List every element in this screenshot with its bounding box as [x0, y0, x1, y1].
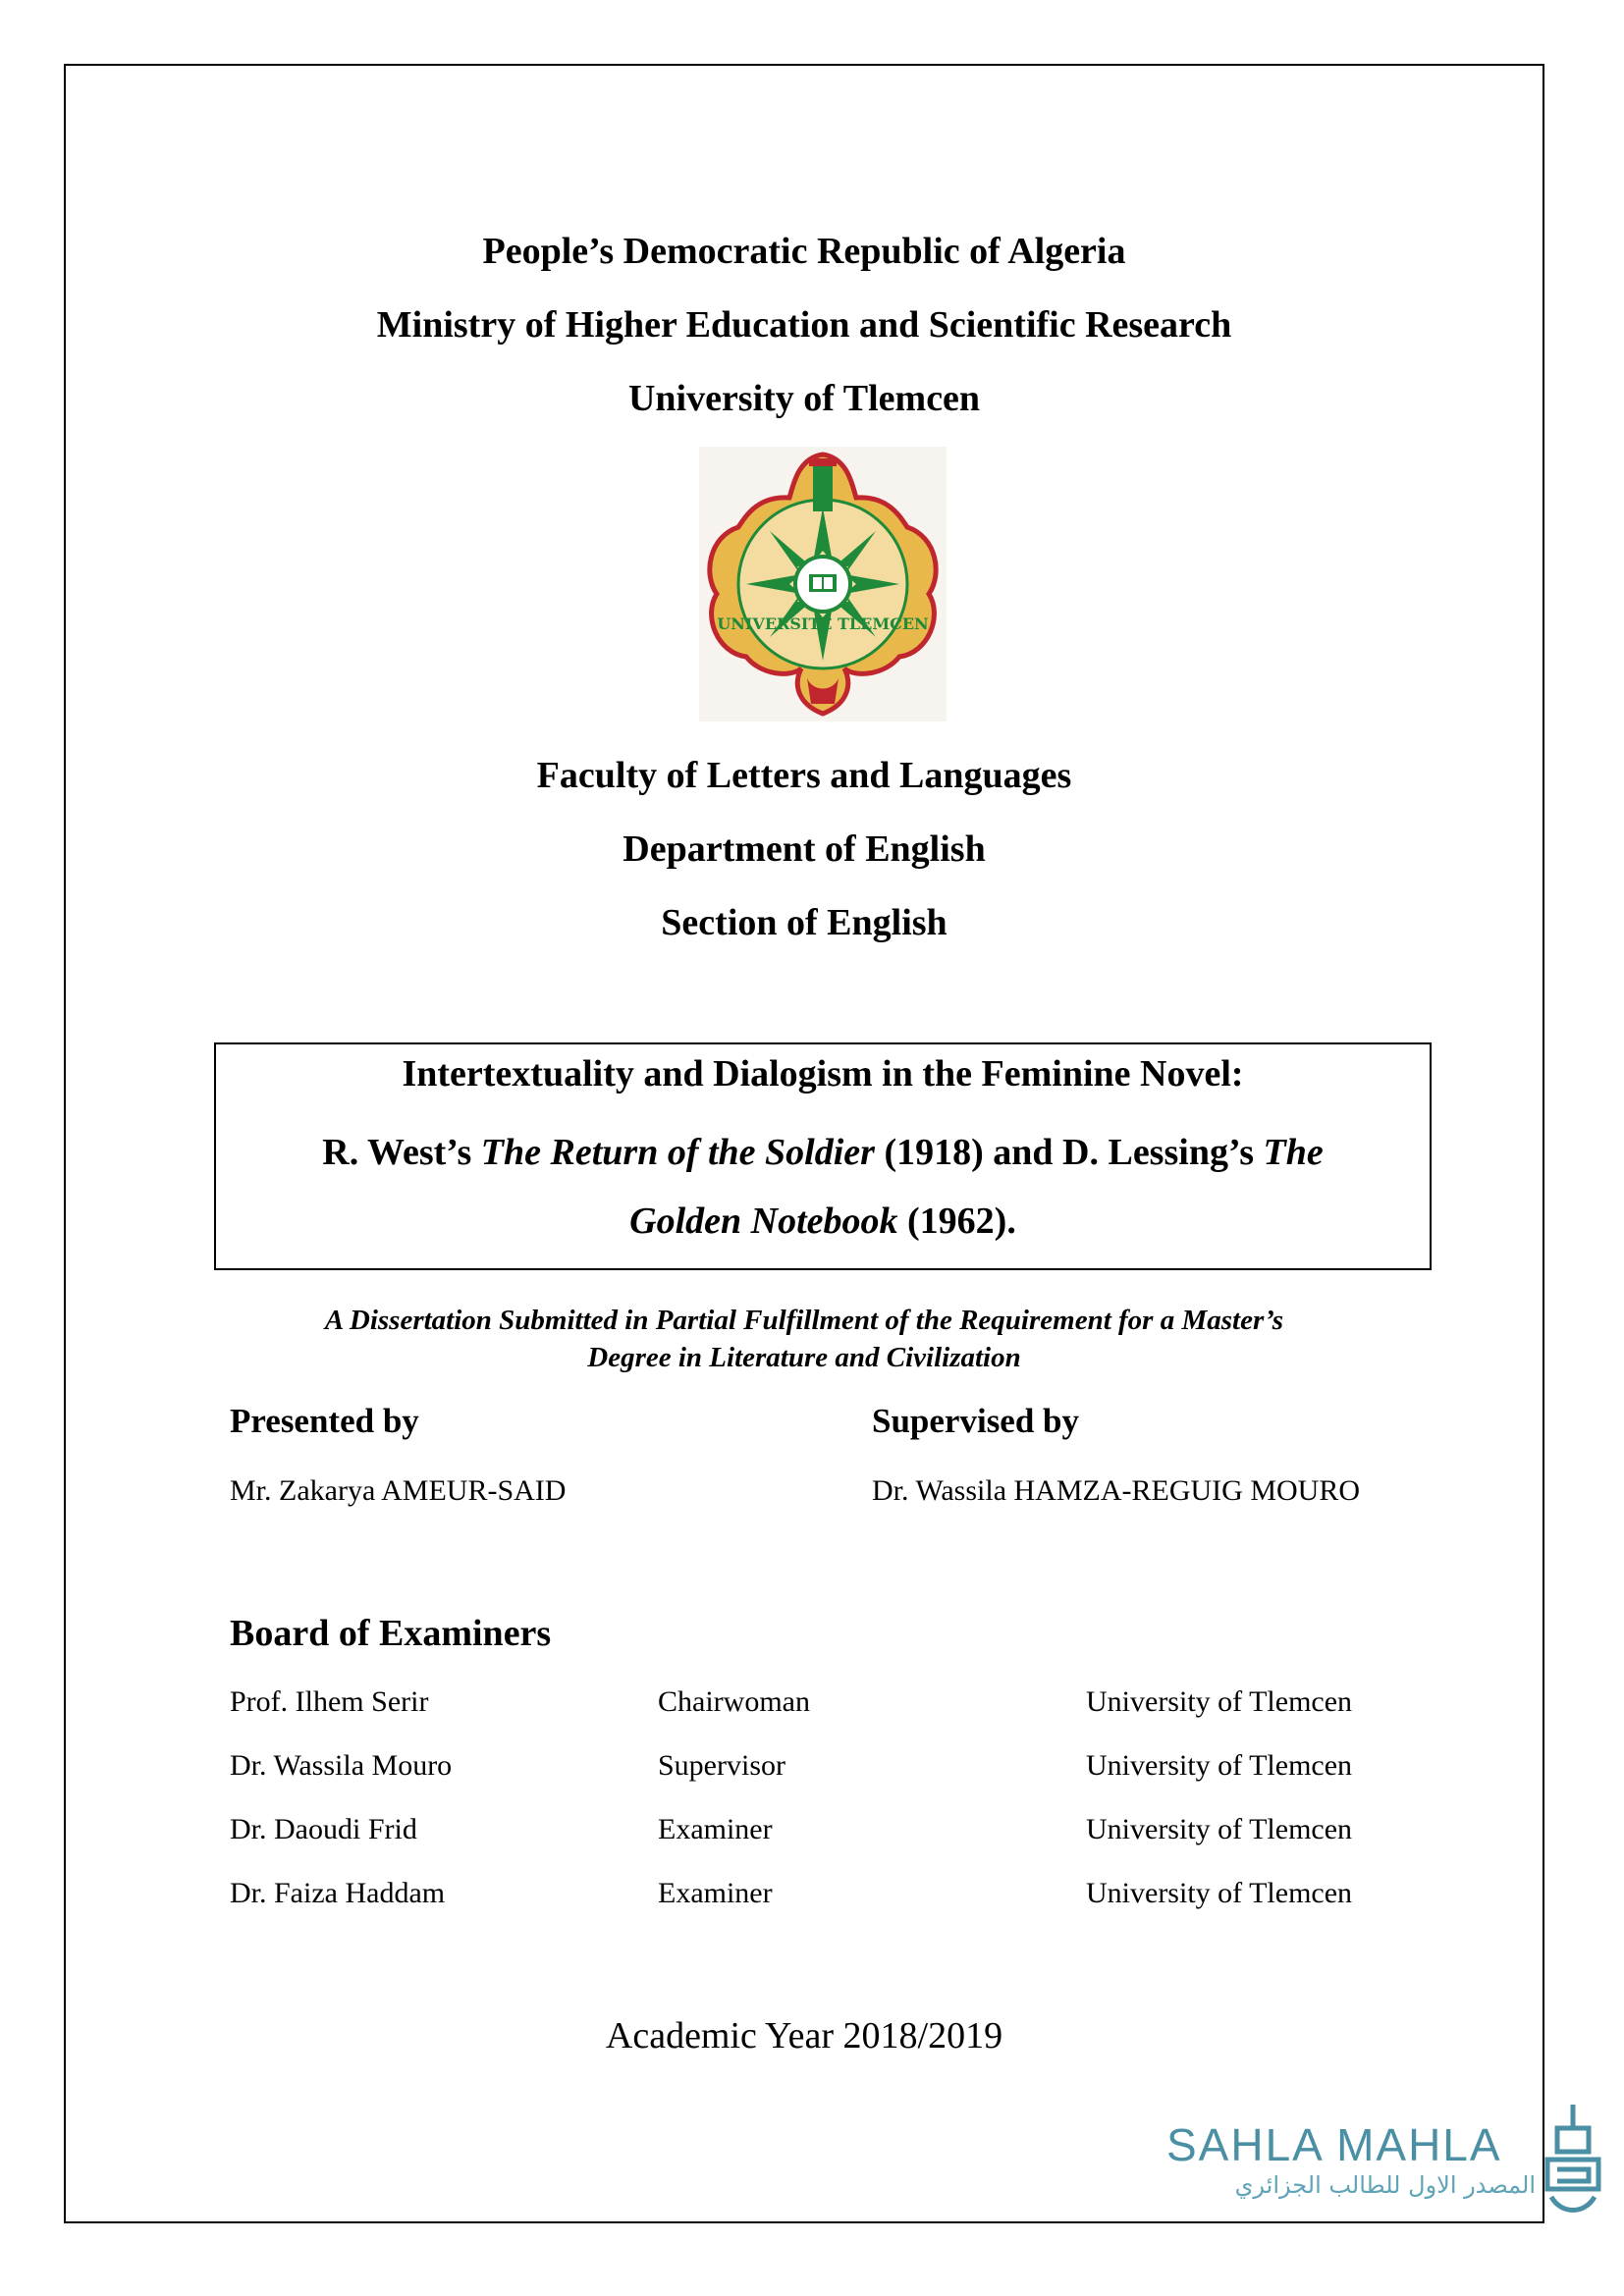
title-line-1: Intertextuality and Dialogism in the Feminine Novel: [402, 1053, 1244, 1095]
examiner-role: Chairwoman [658, 1685, 810, 1718]
examiner-role: Supervisor [658, 1749, 785, 1782]
title-line-2: R. West’s The Return of the Soldier (1918) and D. Lessing’s The [322, 1132, 1324, 1173]
dissertation-subtitle-line-1: A Dissertation Submitted in Partial Fulfillment of the Requirement for a Master’s [324, 1305, 1284, 1336]
department-name: Department of English [623, 828, 986, 870]
title-line-3: Golden Notebook (1962). [629, 1201, 1016, 1242]
examiner-role: Examiner [658, 1877, 773, 1909]
presented-by-label: Presented by [230, 1402, 419, 1440]
board-of-examiners-heading: Board of Examiners [230, 1613, 552, 1654]
section-name: Section of English [661, 902, 947, 943]
examiner-name: Dr. Daoudi Frid [230, 1813, 417, 1845]
header-country: People’s Democratic Republic of Algeria [482, 231, 1126, 272]
faculty-name: Faculty of Letters and Languages [536, 755, 1072, 796]
examiner-affiliation: University of Tlemcen [1086, 1877, 1353, 1909]
watermark-tagline: المصدر الاول للطالب الجزائري [1234, 2171, 1536, 2199]
dissertation-subtitle-line-2: Degree in Literature and Civilization [587, 1342, 1021, 1373]
watermark-brand: SAHLA MAHLA [1166, 2119, 1502, 2170]
university-emblem-logo [699, 447, 947, 721]
examiner-role: Examiner [658, 1813, 773, 1845]
examiner-name: Prof. Ilhem Serir [230, 1685, 429, 1718]
academic-year: Academic Year 2018/2019 [605, 2015, 1003, 2056]
examiner-affiliation: University of Tlemcen [1086, 1749, 1353, 1782]
dissertation-title-box [214, 1042, 1432, 1270]
supervised-by-label: Supervised by [872, 1402, 1080, 1440]
examiner-affiliation: University of Tlemcen [1086, 1813, 1353, 1845]
header-university: University of Tlemcen [627, 378, 981, 419]
student-name: Mr. Zakarya AMEUR-SAID [230, 1474, 567, 1507]
svg-text:UNIVERSITE TLEMCEN: UNIVERSITE TLEMCEN [717, 614, 929, 633]
examiner-affiliation: University of Tlemcen [1086, 1685, 1353, 1718]
examiner-name: Dr. Wassila Mouro [230, 1749, 453, 1782]
header-ministry: Ministry of Higher Education and Scientific Research [376, 304, 1232, 346]
watermark-calligraphy-icon [1538, 2099, 1608, 2220]
examiner-name: Dr. Faiza Haddam [230, 1877, 446, 1909]
supervisor-name: Dr. Wassila HAMZA-REGUIG MOURO [872, 1474, 1361, 1507]
